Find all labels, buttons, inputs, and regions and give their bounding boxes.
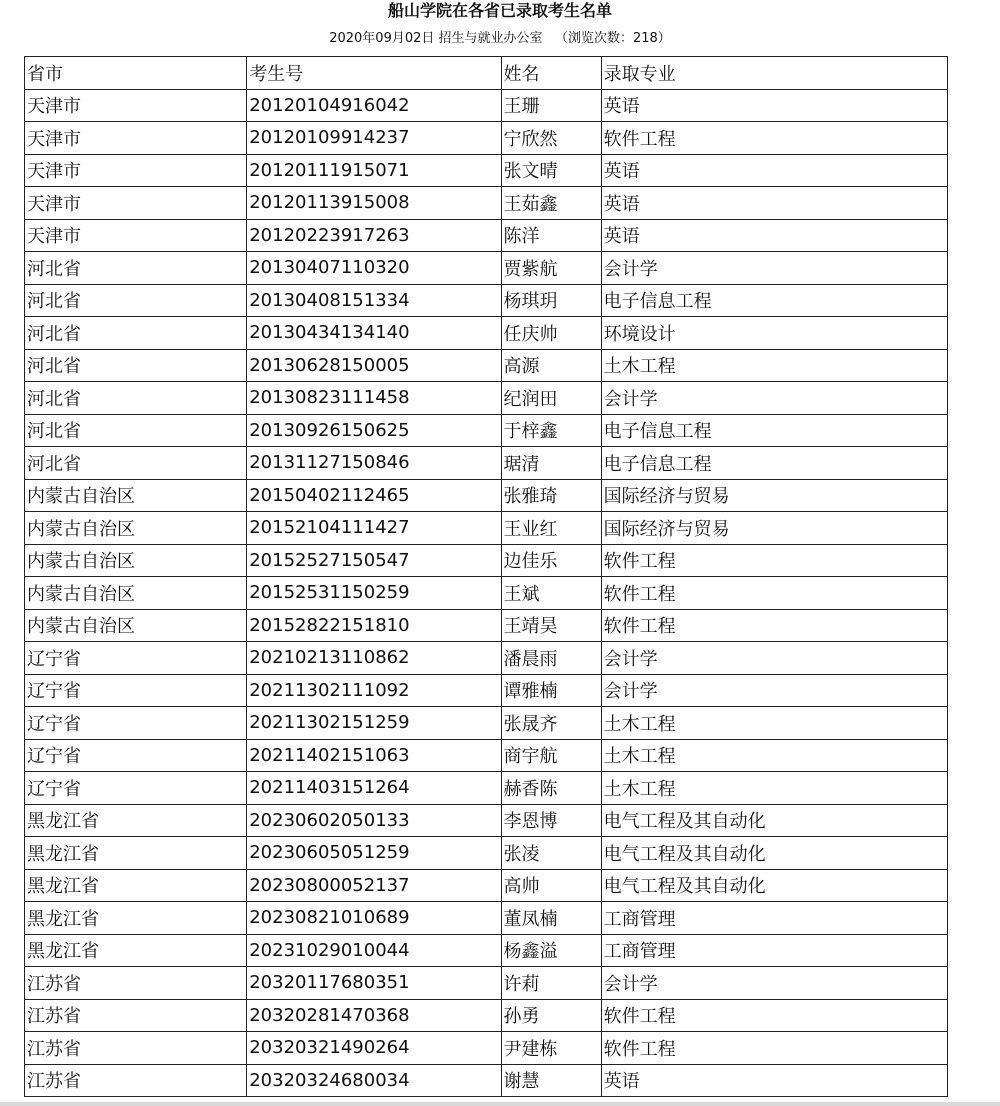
province-cell: 河北省 xyxy=(25,349,247,382)
major-cell: 软件工程 xyxy=(601,544,947,577)
exam-number-cell: 20320321490264 xyxy=(247,1032,501,1065)
province-cell: 辽宁省 xyxy=(25,772,247,805)
student-name-cell: 贾紫航 xyxy=(501,252,601,285)
exam-number-cell: 20120109914237 xyxy=(247,122,501,155)
exam-number-cell: 20120104916042 xyxy=(247,89,501,122)
major-cell: 土木工程 xyxy=(601,772,947,805)
province-cell: 河北省 xyxy=(25,414,247,447)
exam-number-cell: 20230605051259 xyxy=(247,837,501,870)
major-cell: 电子信息工程 xyxy=(601,284,947,317)
exam-number-cell: 20130408151334 xyxy=(247,284,501,317)
major-cell: 软件工程 xyxy=(601,609,947,642)
table-row xyxy=(25,187,948,220)
major-cell: 工商管理 xyxy=(601,902,947,935)
major-cell: 会计学 xyxy=(601,674,947,707)
province-cell: 江苏省 xyxy=(25,967,247,1000)
major-cell: 土木工程 xyxy=(601,739,947,772)
table-body xyxy=(25,89,948,1097)
student-name-cell: 张晟齐 xyxy=(501,707,601,740)
province-cell: 黑龙江省 xyxy=(25,804,247,837)
student-name-cell: 任庆帅 xyxy=(501,317,601,350)
exam-number-cell: 20130407110320 xyxy=(247,252,501,285)
province-cell: 黑龙江省 xyxy=(25,902,247,935)
exam-number-cell: 20120113915008 xyxy=(247,187,501,220)
exam-number-cell: 20152527150547 xyxy=(247,544,501,577)
exam-number-cell: 20211403151264 xyxy=(247,772,501,805)
province-cell: 天津市 xyxy=(25,154,247,187)
table-row xyxy=(25,317,948,350)
student-name-cell: 潘晨雨 xyxy=(501,642,601,675)
exam-number-cell: 20152104111427 xyxy=(247,512,501,545)
student-name-cell: 谢慧 xyxy=(501,1064,601,1097)
student-name-cell: 孙勇 xyxy=(501,999,601,1032)
exam-number-cell: 20150402112465 xyxy=(247,479,501,512)
student-name-cell: 纪润田 xyxy=(501,382,601,415)
major-cell: 英语 xyxy=(601,1064,947,1097)
province-cell: 黑龙江省 xyxy=(25,869,247,902)
page-title: 船山学院在各省已录取考生名单 xyxy=(387,1,612,20)
horizontal-scrollbar[interactable] xyxy=(0,1102,1000,1106)
major-cell: 土木工程 xyxy=(601,707,947,740)
table-header-row xyxy=(25,57,948,90)
major-cell: 会计学 xyxy=(601,967,947,1000)
exam-number-cell: 20120111915071 xyxy=(247,154,501,187)
major-cell: 电子信息工程 xyxy=(601,447,947,480)
exam-number-cell: 20320324680034 xyxy=(247,1064,501,1097)
header-major: 录取专业 xyxy=(601,57,947,90)
exam-number-cell: 20211302111092 xyxy=(247,674,501,707)
major-cell: 软件工程 xyxy=(601,122,947,155)
major-cell: 英语 xyxy=(601,154,947,187)
province-cell: 辽宁省 xyxy=(25,674,247,707)
header-exam-number: 考生号 xyxy=(247,57,501,90)
table-row xyxy=(25,707,948,740)
major-cell: 电气工程及其自动化 xyxy=(601,804,947,837)
table-row xyxy=(25,869,948,902)
student-name-cell: 许莉 xyxy=(501,967,601,1000)
exam-number-cell: 20230821010689 xyxy=(247,902,501,935)
student-name-cell: 尹建栋 xyxy=(501,1032,601,1065)
province-cell: 辽宁省 xyxy=(25,739,247,772)
view-count: （浏览次数：218） xyxy=(554,31,671,46)
exam-number-cell: 20130823111458 xyxy=(247,382,501,415)
province-cell: 内蒙古自治区 xyxy=(25,544,247,577)
province-cell: 天津市 xyxy=(25,219,247,252)
major-cell: 会计学 xyxy=(601,382,947,415)
table-row xyxy=(25,609,948,642)
admission-table xyxy=(24,56,948,1097)
major-cell: 工商管理 xyxy=(601,934,947,967)
header-student-name: 姓名 xyxy=(501,57,601,90)
student-name-cell: 商宇航 xyxy=(501,739,601,772)
province-cell: 河北省 xyxy=(25,382,247,415)
major-cell: 软件工程 xyxy=(601,1032,947,1065)
student-name-cell: 高帅 xyxy=(501,869,601,902)
table-row xyxy=(25,902,948,935)
student-name-cell: 王珊 xyxy=(501,89,601,122)
student-name-cell: 琚清 xyxy=(501,447,601,480)
major-cell: 会计学 xyxy=(601,252,947,285)
province-cell: 天津市 xyxy=(25,122,247,155)
exam-number-cell: 20152822151810 xyxy=(247,609,501,642)
student-name-cell: 董凤楠 xyxy=(501,902,601,935)
student-name-cell: 张凌 xyxy=(501,837,601,870)
major-cell: 电子信息工程 xyxy=(601,414,947,447)
province-cell: 辽宁省 xyxy=(25,707,247,740)
table-row xyxy=(25,284,948,317)
student-name-cell: 王茹鑫 xyxy=(501,187,601,220)
province-cell: 内蒙古自治区 xyxy=(25,609,247,642)
exam-number-cell: 20230602050133 xyxy=(247,804,501,837)
article-meta xyxy=(0,29,1000,49)
student-name-cell: 李恩博 xyxy=(501,804,601,837)
header-province: 省市 xyxy=(25,57,247,90)
table-row xyxy=(25,382,948,415)
exam-number-cell: 20130926150625 xyxy=(247,414,501,447)
student-name-cell: 王靖昊 xyxy=(501,609,601,642)
exam-number-cell: 20120223917263 xyxy=(247,219,501,252)
major-cell: 环境设计 xyxy=(601,317,947,350)
student-name-cell: 王斌 xyxy=(501,577,601,610)
table-row xyxy=(25,674,948,707)
exam-number-cell: 20152531150259 xyxy=(247,577,501,610)
student-name-cell: 边佳乐 xyxy=(501,544,601,577)
province-cell: 河北省 xyxy=(25,447,247,480)
student-name-cell: 杨鑫溢 xyxy=(501,934,601,967)
major-cell: 电气工程及其自动化 xyxy=(601,837,947,870)
province-cell: 辽宁省 xyxy=(25,642,247,675)
exam-number-cell: 20130434134140 xyxy=(247,317,501,350)
table-row xyxy=(25,934,948,967)
table-row xyxy=(25,544,948,577)
exam-number-cell: 20131127150846 xyxy=(247,447,501,480)
table-row xyxy=(25,804,948,837)
province-cell: 内蒙古自治区 xyxy=(25,577,247,610)
table-row xyxy=(25,1064,948,1097)
province-cell: 河北省 xyxy=(25,317,247,350)
major-cell: 软件工程 xyxy=(601,577,947,610)
major-cell: 土木工程 xyxy=(601,349,947,382)
table-row xyxy=(25,122,948,155)
exam-number-cell: 20210213110862 xyxy=(247,642,501,675)
exam-number-cell: 20231029010044 xyxy=(247,934,501,967)
province-cell: 内蒙古自治区 xyxy=(25,479,247,512)
province-cell: 黑龙江省 xyxy=(25,837,247,870)
exam-number-cell: 20211402151063 xyxy=(247,739,501,772)
province-cell: 江苏省 xyxy=(25,1064,247,1097)
province-cell: 江苏省 xyxy=(25,999,247,1032)
table-row xyxy=(25,967,948,1000)
table-row xyxy=(25,154,948,187)
table-row xyxy=(25,999,948,1032)
exam-number-cell: 20320117680351 xyxy=(247,967,501,1000)
province-cell: 河北省 xyxy=(25,284,247,317)
table-row xyxy=(25,512,948,545)
table-row xyxy=(25,772,948,805)
province-cell: 天津市 xyxy=(25,187,247,220)
student-name-cell: 张文晴 xyxy=(501,154,601,187)
major-cell: 英语 xyxy=(601,219,947,252)
province-cell: 内蒙古自治区 xyxy=(25,512,247,545)
major-cell: 会计学 xyxy=(601,642,947,675)
province-cell: 河北省 xyxy=(25,252,247,285)
exam-number-cell: 20130628150005 xyxy=(247,349,501,382)
table-row xyxy=(25,837,948,870)
student-name-cell: 杨琪玥 xyxy=(501,284,601,317)
table-row xyxy=(25,252,948,285)
exam-number-cell: 20211302151259 xyxy=(247,707,501,740)
student-name-cell: 宁欣然 xyxy=(501,122,601,155)
table-row xyxy=(25,1032,948,1065)
province-cell: 天津市 xyxy=(25,89,247,122)
table-row xyxy=(25,479,948,512)
table-row xyxy=(25,349,948,382)
major-cell: 电气工程及其自动化 xyxy=(601,869,947,902)
student-name-cell: 陈洋 xyxy=(501,219,601,252)
major-cell: 国际经济与贸易 xyxy=(601,479,947,512)
table-row xyxy=(25,447,948,480)
exam-number-cell: 20230800052137 xyxy=(247,869,501,902)
admission-table-container xyxy=(24,56,948,1106)
province-cell: 黑龙江省 xyxy=(25,934,247,967)
major-cell: 软件工程 xyxy=(601,999,947,1032)
student-name-cell: 高源 xyxy=(501,349,601,382)
table-row xyxy=(25,642,948,675)
major-cell: 英语 xyxy=(601,187,947,220)
table-row xyxy=(25,89,948,122)
exam-number-cell: 20320281470368 xyxy=(247,999,501,1032)
table-row xyxy=(25,219,948,252)
province-cell: 江苏省 xyxy=(25,1032,247,1065)
publish-date: 2020年09月02日 xyxy=(329,31,435,46)
table-row xyxy=(25,739,948,772)
major-cell: 英语 xyxy=(601,89,947,122)
student-name-cell: 张雅琦 xyxy=(501,479,601,512)
table-row xyxy=(25,414,948,447)
publishing-office: 招生与就业办公室 xyxy=(438,31,543,46)
student-name-cell: 赫香陈 xyxy=(501,772,601,805)
student-name-cell: 谭雅楠 xyxy=(501,674,601,707)
major-cell: 国际经济与贸易 xyxy=(601,512,947,545)
student-name-cell: 王业红 xyxy=(501,512,601,545)
table-row xyxy=(25,577,948,610)
student-name-cell: 于梓鑫 xyxy=(501,414,601,447)
